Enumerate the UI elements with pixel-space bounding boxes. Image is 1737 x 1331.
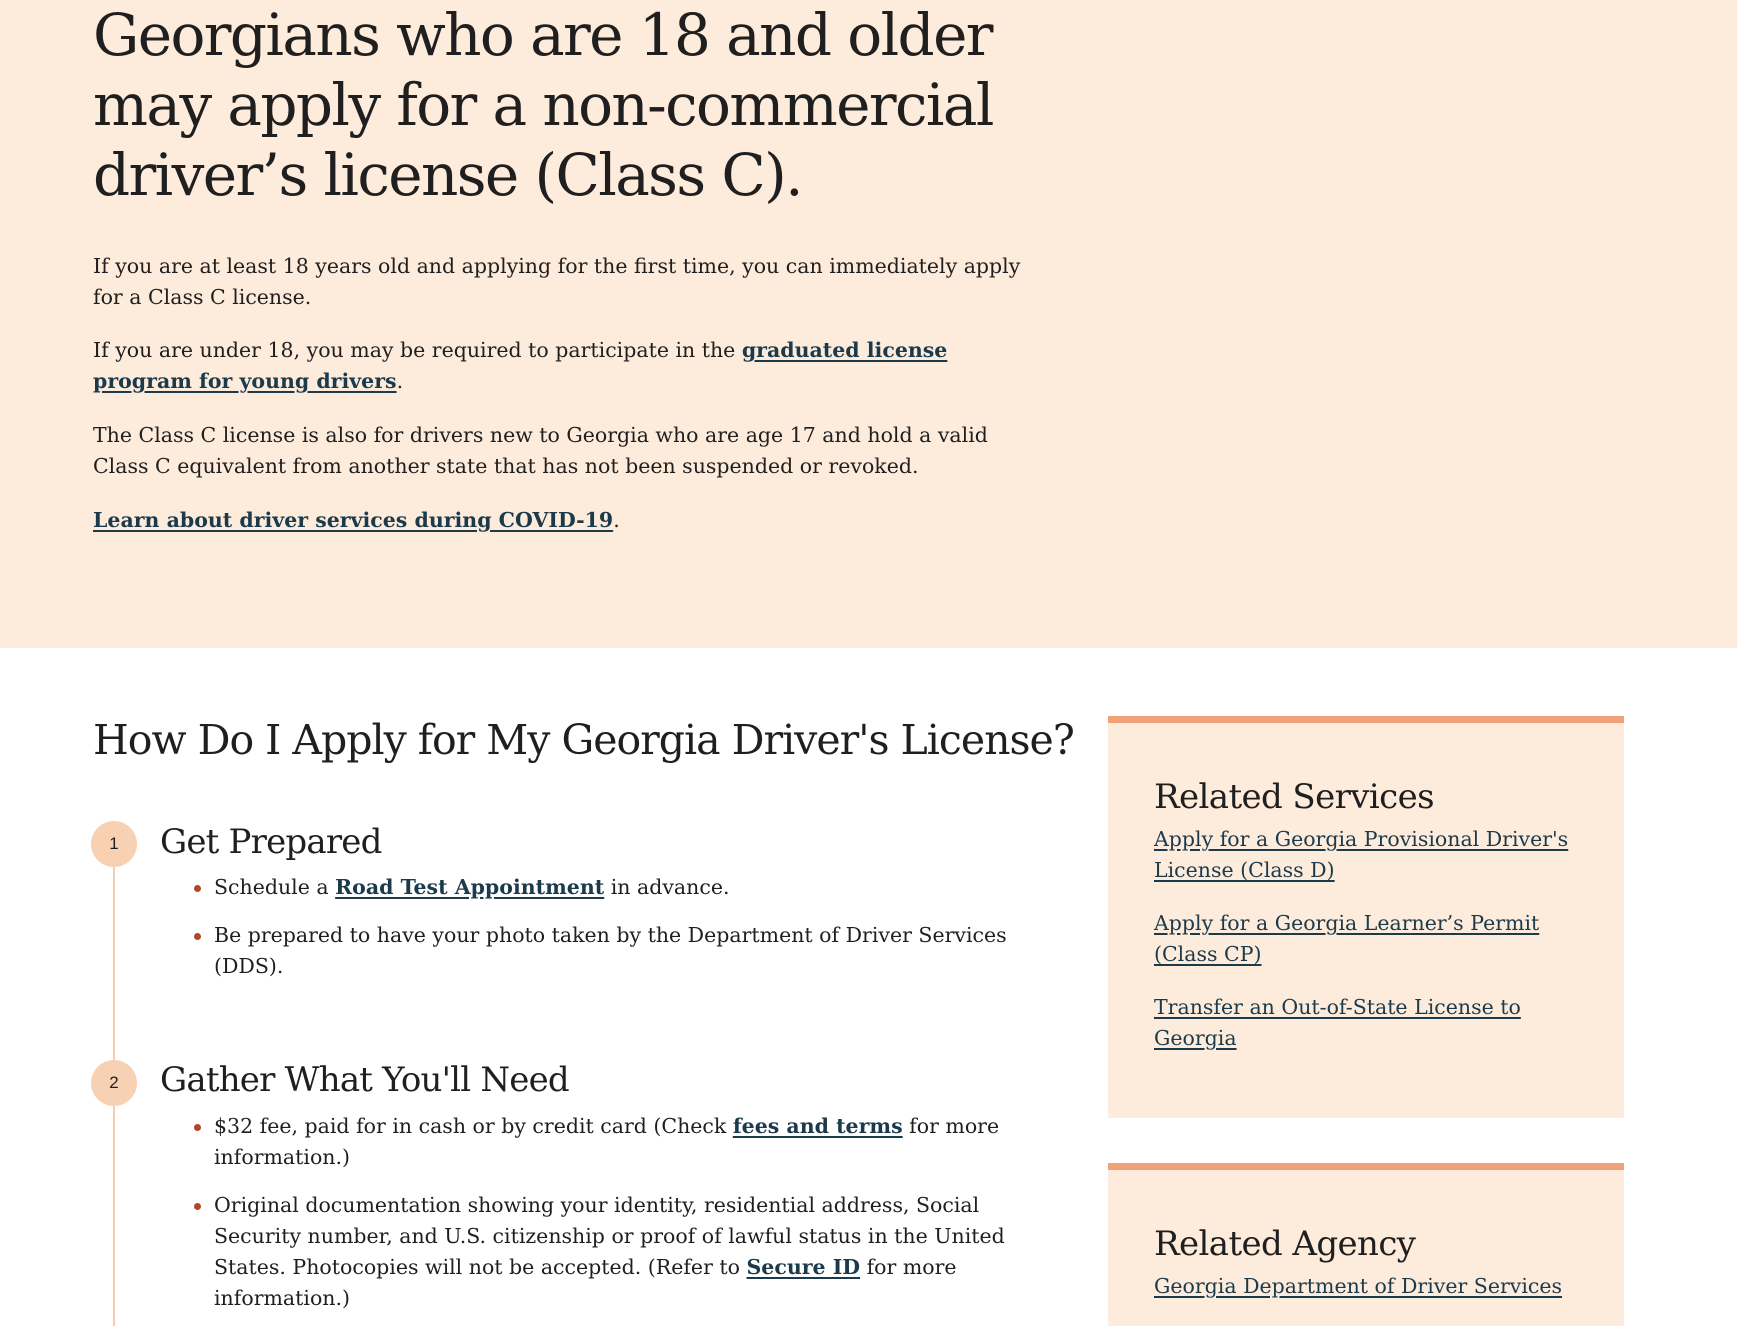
step-title-gather-what-youll-need: Gather What You'll Need (160, 1060, 569, 1100)
list-item-text-end: for more information.) (214, 1255, 957, 1310)
bullet-dot-icon (194, 885, 201, 892)
provisional-license-link[interactable]: Apply for a Georgia Provisional Driver's License (Class D) (1154, 827, 1569, 882)
learners-permit-link[interactable]: Apply for a Georgia Learner’s Permit (Class CP) (1154, 911, 1540, 966)
bullet-dot-icon (194, 933, 201, 940)
bullet-dot-icon (194, 1203, 201, 1210)
bullet-dot-icon (194, 1124, 201, 1131)
step-number-badge: 2 (91, 1060, 137, 1106)
list-item (1154, 992, 1594, 1054)
hero-banner (0, 0, 1737, 648)
list-item-text-end: for more information.) (214, 1114, 1000, 1169)
step-1-list (214, 872, 1014, 999)
hero-paragraph-under-18-text: If you are under 18, you may be required to participate in the (93, 338, 742, 362)
list-item (214, 872, 1014, 903)
graduated-license-program-link[interactable]: graduated license program for young drivers (93, 338, 948, 393)
list-item (214, 1111, 1014, 1173)
list-item (1154, 1271, 1594, 1302)
list-item-text: Original documentation showing your identity, residential address, Social Security number, and U.S. citizenship or proof of lawful status in the United States. Photocopies will not be accepted. (Refer to (214, 1193, 1005, 1279)
hero-paragraph-under-18 (93, 335, 1033, 397)
fees-and-terms-link[interactable]: fees and terms (732, 1114, 903, 1138)
hero-paragraph-covid-end: . (613, 508, 620, 532)
list-item (1154, 824, 1594, 886)
step-number-badge: 1 (91, 821, 137, 867)
hero-paragraph-covid (93, 505, 1033, 536)
list-item-text: $32 fee, paid for in cash or by credit card (Check (214, 1114, 733, 1138)
related-services-card (1108, 716, 1624, 1118)
related-agency-list (1154, 1271, 1594, 1324)
related-services-heading: Related Services (1154, 777, 1434, 817)
how-to-apply-heading: How Do I Apply for My Georgia Driver's License? (93, 716, 1074, 764)
secure-id-link[interactable]: Secure ID (746, 1255, 861, 1279)
related-agency-heading: Related Agency (1154, 1224, 1416, 1264)
covid-driver-services-link[interactable]: Learn about driver services during COVID-19 (93, 508, 614, 532)
hero-paragraph-eligibility: If you are at least 18 years old and applying for the first time, you can immediately apply for a Class C license. (93, 254, 1021, 309)
page-title: Georgians who are 18 and older may apply for a non-commercial driver’s license (Class C). (93, 1, 993, 209)
hero-paragraph-new-to-georgia: The Class C license is also for drivers new to Georgia who are age 17 and hold a valid Class C equivalent from another state that has not been suspended or revoked. (93, 423, 988, 478)
list-item-text-end: in advance. (604, 875, 730, 899)
road-test-appointment-link[interactable]: Road Test Appointment (335, 875, 605, 899)
related-services-list (1154, 824, 1594, 1076)
list-item (214, 920, 1014, 982)
related-agency-card (1108, 1163, 1624, 1326)
step-2-list (214, 1111, 1014, 1331)
step-title-get-prepared: Get Prepared (160, 822, 382, 862)
list-item-text: Be prepared to have your photo taken by the Department of Driver Services (DDS). (214, 923, 1007, 978)
list-item (1154, 908, 1594, 970)
hero-paragraph-under-18-end: . (396, 369, 404, 393)
transfer-license-link[interactable]: Transfer an Out-of-State License to Georgia (1154, 995, 1521, 1050)
list-item-text: Schedule a (214, 875, 336, 899)
dds-agency-link[interactable]: Georgia Department of Driver Services (1154, 1274, 1563, 1298)
list-item (214, 1190, 1014, 1314)
